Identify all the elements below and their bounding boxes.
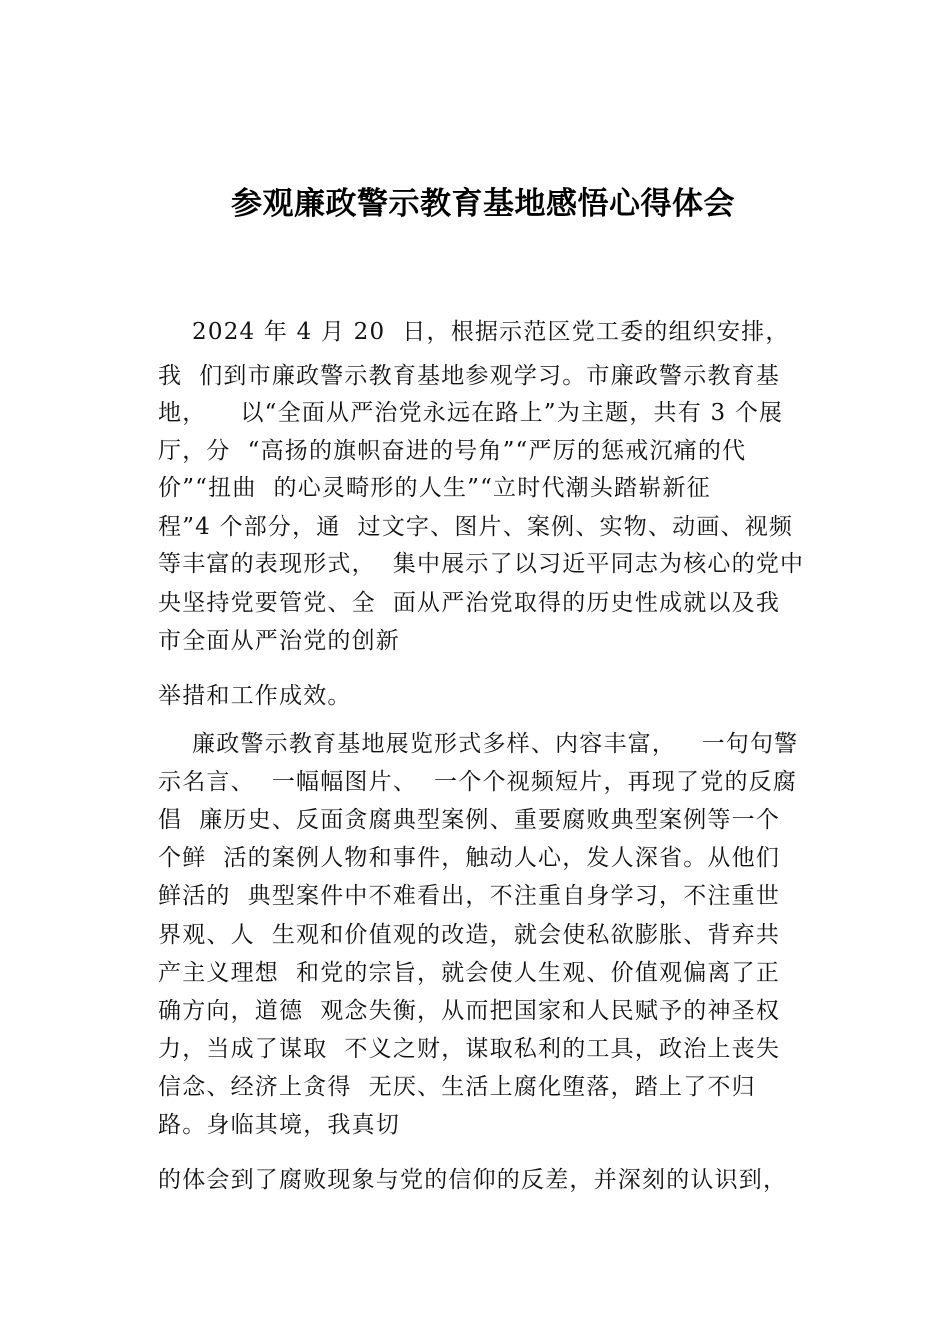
body-line: 信念、经济上贪得 无厌、生活上腐化堕落，踏上了不归 [158, 1074, 756, 1100]
body-line: 程”4 个部分，通 过文字、图片、案例、实物、动画、视频 [158, 514, 794, 540]
body-line: 界观、人 生观和价值观的改造，就会使私欲膨胀、背弃共 [158, 922, 781, 948]
body-line: 2024 年 4 月 20 日，根据示范区党工委的组织安排， [158, 319, 790, 345]
body-line: 确方向，道德 观念失衡，从而把国家和人民赋予的神圣权 [158, 998, 781, 1024]
body-line: 价”“扭曲 的心灵畸形的人生”“立时代潮头踏崭新征 [158, 475, 711, 501]
body-line: 鲜活的 典型案件中不难看出，不注重自身学习，不注重世 [158, 883, 781, 909]
body-line: 我 们到市廉政警示教育基地参观学习。市廉政警示教育基 [158, 363, 781, 389]
body-line: 厅，分 “高扬的旗帜奋进的号角”“严厉的惩戒沉痛的代 [158, 438, 747, 464]
body-line: 产主义理想 和党的宗旨，就会使人生观、价值观偏离了正 [158, 960, 781, 986]
body-line: 央坚持党要管党、全 面从严治党取得的历史性成就以及我 [158, 590, 781, 616]
body-line: 力，当成了谋取 不义之财，谋取私利的工具，政治上丧失 [158, 1036, 781, 1062]
body-line: 市全面从严治党的创新 [158, 628, 400, 654]
body-line: 举措和工作成效。 [158, 683, 352, 709]
body-line: 路。身临其境，我真切 [158, 1112, 400, 1138]
body-line: 个鲜 活的案例人物和事件，触动人心，发人深省。从他们 [158, 845, 781, 871]
body-line: 廉政警示教育基地展览形式多样、内容丰富， 一句句警 [158, 731, 799, 757]
body-line: 的体会到了腐败现象与党的信仰的反差，并深刻的认识到， [158, 1167, 788, 1193]
body-line: 地， 以“全面从严治党永远在路上”为主题，共有 3 个展 [158, 400, 784, 426]
document-title: 参观廉政警示教育基地感悟心得体会 [231, 186, 735, 222]
body-line: 示名言、 一幅幅图片、 一个个视频短片，再现了党的反腐 [158, 769, 798, 795]
body-line: 等丰富的表现形式， 集中展示了以习近平同志为核心的党中 [158, 551, 805, 577]
body-line: 倡 廉历史、反面贪腐典型案例、重要腐败典型案例等一个 [158, 807, 781, 833]
